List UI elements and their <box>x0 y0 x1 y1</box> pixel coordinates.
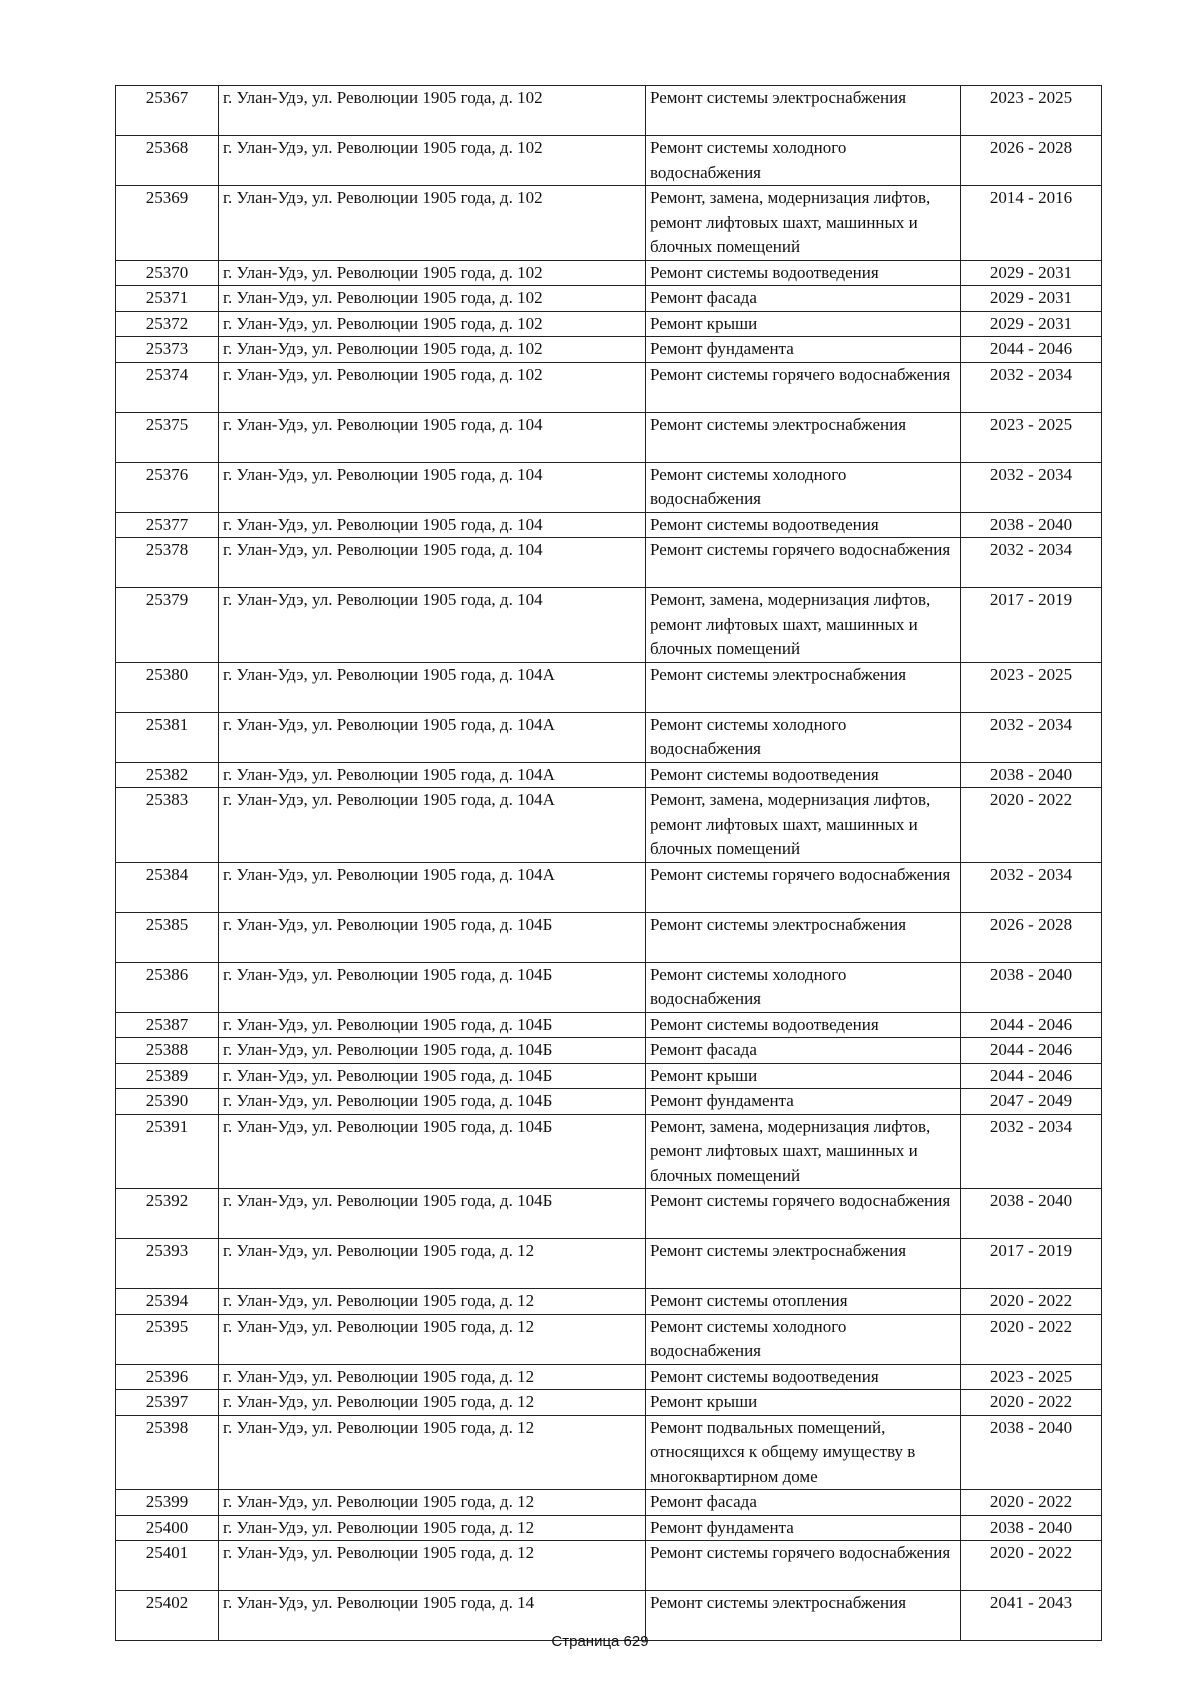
work-type-cell: Ремонт, замена, модернизация лифтов, ремонт лифтовых шахт, машинных и блочных помещений <box>646 788 961 863</box>
record-id-cell: 25388 <box>116 1038 219 1064</box>
period-cell: 2020 - 2022 <box>961 1289 1102 1315</box>
address-cell: г. Улан-Удэ, ул. Революции 1905 года, д. 14 <box>219 1591 646 1641</box>
table-row <box>116 362 1102 412</box>
address-cell: г. Улан-Удэ, ул. Революции 1905 года, д. 104А <box>219 788 646 863</box>
work-type-cell: Ремонт системы горячего водоснабжения <box>646 1541 961 1591</box>
address-cell: г. Улан-Удэ, ул. Революции 1905 года, д. 102 <box>219 337 646 363</box>
table-row <box>116 1063 1102 1089</box>
repair-schedule-table <box>115 85 1102 1641</box>
table-row <box>116 260 1102 286</box>
table-row <box>116 512 1102 538</box>
record-id-cell: 25386 <box>116 962 219 1012</box>
record-id-cell: 25376 <box>116 462 219 512</box>
period-cell: 2044 - 2046 <box>961 337 1102 363</box>
table-row <box>116 912 1102 962</box>
period-cell: 2038 - 2040 <box>961 1415 1102 1490</box>
table-row <box>116 788 1102 863</box>
address-cell: г. Улан-Удэ, ул. Революции 1905 года, д. 104 <box>219 538 646 588</box>
address-cell: г. Улан-Удэ, ул. Революции 1905 года, д. 104 <box>219 588 646 663</box>
table-row <box>116 1289 1102 1315</box>
record-id-cell: 25372 <box>116 311 219 337</box>
record-id-cell: 25383 <box>116 788 219 863</box>
record-id-cell: 25391 <box>116 1114 219 1189</box>
work-type-cell: Ремонт системы водоотведения <box>646 1012 961 1038</box>
period-cell: 2029 - 2031 <box>961 311 1102 337</box>
work-type-cell: Ремонт, замена, модернизация лифтов, ремонт лифтовых шахт, машинных и блочных помещений <box>646 186 961 261</box>
table-row <box>116 762 1102 788</box>
record-id-cell: 25371 <box>116 286 219 312</box>
table-row <box>116 311 1102 337</box>
table-body <box>116 86 1102 1641</box>
work-type-cell: Ремонт системы горячего водоснабжения <box>646 538 961 588</box>
period-cell: 2026 - 2028 <box>961 136 1102 186</box>
table-row <box>116 1314 1102 1364</box>
period-cell: 2020 - 2022 <box>961 1390 1102 1416</box>
period-cell: 2038 - 2040 <box>961 512 1102 538</box>
address-cell: г. Улан-Удэ, ул. Революции 1905 года, д. 12 <box>219 1239 646 1289</box>
table-row <box>116 712 1102 762</box>
address-cell: г. Улан-Удэ, ул. Революции 1905 года, д. 104Б <box>219 1063 646 1089</box>
record-id-cell: 25393 <box>116 1239 219 1289</box>
period-cell: 2020 - 2022 <box>961 1314 1102 1364</box>
address-cell: г. Улан-Удэ, ул. Революции 1905 года, д. 104 <box>219 512 646 538</box>
period-cell: 2017 - 2019 <box>961 1239 1102 1289</box>
table-row <box>116 186 1102 261</box>
record-id-cell: 25378 <box>116 538 219 588</box>
work-type-cell: Ремонт крыши <box>646 1390 961 1416</box>
address-cell: г. Улан-Удэ, ул. Революции 1905 года, д. 104Б <box>219 1189 646 1239</box>
period-cell: 2032 - 2034 <box>961 462 1102 512</box>
work-type-cell: Ремонт, замена, модернизация лифтов, ремонт лифтовых шахт, машинных и блочных помещений <box>646 588 961 663</box>
work-type-cell: Ремонт системы холодного водоснабжения <box>646 962 961 1012</box>
period-cell: 2044 - 2046 <box>961 1038 1102 1064</box>
period-cell: 2023 - 2025 <box>961 412 1102 462</box>
address-cell: г. Улан-Удэ, ул. Революции 1905 года, д. 104Б <box>219 962 646 1012</box>
address-cell: г. Улан-Удэ, ул. Революции 1905 года, д. 12 <box>219 1314 646 1364</box>
address-cell: г. Улан-Удэ, ул. Революции 1905 года, д. 104А <box>219 762 646 788</box>
table-row <box>116 862 1102 912</box>
record-id-cell: 25370 <box>116 260 219 286</box>
table-row <box>116 1189 1102 1239</box>
record-id-cell: 25397 <box>116 1390 219 1416</box>
work-type-cell: Ремонт системы электроснабжения <box>646 912 961 962</box>
work-type-cell: Ремонт крыши <box>646 1063 961 1089</box>
period-cell: 2023 - 2025 <box>961 1364 1102 1390</box>
address-cell: г. Улан-Удэ, ул. Революции 1905 года, д. 12 <box>219 1490 646 1516</box>
period-cell: 2038 - 2040 <box>961 1189 1102 1239</box>
table-row <box>116 1415 1102 1490</box>
table-row <box>116 1012 1102 1038</box>
work-type-cell: Ремонт системы водоотведения <box>646 1364 961 1390</box>
record-id-cell: 25392 <box>116 1189 219 1239</box>
table-row <box>116 1364 1102 1390</box>
period-cell: 2032 - 2034 <box>961 712 1102 762</box>
record-id-cell: 25402 <box>116 1591 219 1641</box>
period-cell: 2032 - 2034 <box>961 538 1102 588</box>
table-row <box>116 1515 1102 1541</box>
record-id-cell: 25367 <box>116 86 219 136</box>
table-row <box>116 86 1102 136</box>
record-id-cell: 25387 <box>116 1012 219 1038</box>
table-row <box>116 337 1102 363</box>
work-type-cell: Ремонт системы горячего водоснабжения <box>646 1189 961 1239</box>
work-type-cell: Ремонт системы водоотведения <box>646 512 961 538</box>
period-cell: 2029 - 2031 <box>961 286 1102 312</box>
record-id-cell: 25373 <box>116 337 219 363</box>
address-cell: г. Улан-Удэ, ул. Революции 1905 года, д. 12 <box>219 1415 646 1490</box>
period-cell: 2041 - 2043 <box>961 1591 1102 1641</box>
address-cell: г. Улан-Удэ, ул. Революции 1905 года, д. 102 <box>219 286 646 312</box>
work-type-cell: Ремонт системы горячего водоснабжения <box>646 862 961 912</box>
period-cell: 2014 - 2016 <box>961 186 1102 261</box>
record-id-cell: 25384 <box>116 862 219 912</box>
work-type-cell: Ремонт фасада <box>646 1038 961 1064</box>
address-cell: г. Улан-Удэ, ул. Революции 1905 года, д. 102 <box>219 311 646 337</box>
address-cell: г. Улан-Удэ, ул. Революции 1905 года, д. 104А <box>219 662 646 712</box>
work-type-cell: Ремонт крыши <box>646 311 961 337</box>
work-type-cell: Ремонт, замена, модернизация лифтов, ремонт лифтовых шахт, машинных и блочных помещений <box>646 1114 961 1189</box>
record-id-cell: 25399 <box>116 1490 219 1516</box>
address-cell: г. Улан-Удэ, ул. Революции 1905 года, д. 12 <box>219 1364 646 1390</box>
work-type-cell: Ремонт фасада <box>646 286 961 312</box>
period-cell: 2020 - 2022 <box>961 1541 1102 1591</box>
record-id-cell: 25385 <box>116 912 219 962</box>
address-cell: г. Улан-Удэ, ул. Революции 1905 года, д. 102 <box>219 136 646 186</box>
record-id-cell: 25396 <box>116 1364 219 1390</box>
address-cell: г. Улан-Удэ, ул. Революции 1905 года, д. 12 <box>219 1541 646 1591</box>
period-cell: 2044 - 2046 <box>961 1012 1102 1038</box>
work-type-cell: Ремонт фундамента <box>646 1089 961 1115</box>
address-cell: г. Улан-Удэ, ул. Революции 1905 года, д. 104А <box>219 862 646 912</box>
address-cell: г. Улан-Удэ, ул. Революции 1905 года, д. 104А <box>219 712 646 762</box>
record-id-cell: 25382 <box>116 762 219 788</box>
address-cell: г. Улан-Удэ, ул. Революции 1905 года, д. 102 <box>219 260 646 286</box>
work-type-cell: Ремонт системы электроснабжения <box>646 86 961 136</box>
address-cell: г. Улан-Удэ, ул. Революции 1905 года, д. 102 <box>219 362 646 412</box>
record-id-cell: 25398 <box>116 1415 219 1490</box>
address-cell: г. Улан-Удэ, ул. Революции 1905 года, д. 104Б <box>219 912 646 962</box>
table-row <box>116 1390 1102 1416</box>
address-cell: г. Улан-Удэ, ул. Революции 1905 года, д. 104Б <box>219 1114 646 1189</box>
record-id-cell: 25380 <box>116 662 219 712</box>
table-row <box>116 1490 1102 1516</box>
record-id-cell: 25394 <box>116 1289 219 1315</box>
address-cell: г. Улан-Удэ, ул. Революции 1905 года, д. 104 <box>219 462 646 512</box>
period-cell: 2023 - 2025 <box>961 86 1102 136</box>
record-id-cell: 25375 <box>116 412 219 462</box>
work-type-cell: Ремонт системы водоотведения <box>646 762 961 788</box>
work-type-cell: Ремонт фасада <box>646 1490 961 1516</box>
address-cell: г. Улан-Удэ, ул. Революции 1905 года, д. 104Б <box>219 1038 646 1064</box>
address-cell: г. Улан-Удэ, ул. Революции 1905 года, д. 104Б <box>219 1089 646 1115</box>
work-type-cell: Ремонт фундамента <box>646 1515 961 1541</box>
table-row <box>116 1114 1102 1189</box>
record-id-cell: 25377 <box>116 512 219 538</box>
work-type-cell: Ремонт системы горячего водоснабжения <box>646 362 961 412</box>
work-type-cell: Ремонт системы холодного водоснабжения <box>646 1314 961 1364</box>
period-cell: 2032 - 2034 <box>961 1114 1102 1189</box>
address-cell: г. Улан-Удэ, ул. Революции 1905 года, д. 102 <box>219 86 646 136</box>
table-row <box>116 136 1102 186</box>
table-row <box>116 462 1102 512</box>
period-cell: 2029 - 2031 <box>961 260 1102 286</box>
record-id-cell: 25389 <box>116 1063 219 1089</box>
record-id-cell: 25390 <box>116 1089 219 1115</box>
record-id-cell: 25374 <box>116 362 219 412</box>
period-cell: 2047 - 2049 <box>961 1089 1102 1115</box>
record-id-cell: 25369 <box>116 186 219 261</box>
table-row <box>116 1038 1102 1064</box>
record-id-cell: 25400 <box>116 1515 219 1541</box>
period-cell: 2038 - 2040 <box>961 1515 1102 1541</box>
table-row <box>116 1089 1102 1115</box>
address-cell: г. Улан-Удэ, ул. Революции 1905 года, д. 12 <box>219 1515 646 1541</box>
period-cell: 2020 - 2022 <box>961 788 1102 863</box>
period-cell: 2038 - 2040 <box>961 762 1102 788</box>
table-row <box>116 962 1102 1012</box>
address-cell: г. Улан-Удэ, ул. Революции 1905 года, д. 12 <box>219 1390 646 1416</box>
address-cell: г. Улан-Удэ, ул. Революции 1905 года, д. 104 <box>219 412 646 462</box>
work-type-cell: Ремонт системы отопления <box>646 1289 961 1315</box>
table-row <box>116 412 1102 462</box>
table-row <box>116 1541 1102 1591</box>
address-cell: г. Улан-Удэ, ул. Революции 1905 года, д. 102 <box>219 186 646 261</box>
period-cell: 2032 - 2034 <box>961 362 1102 412</box>
record-id-cell: 25401 <box>116 1541 219 1591</box>
record-id-cell: 25395 <box>116 1314 219 1364</box>
period-cell: 2026 - 2028 <box>961 912 1102 962</box>
record-id-cell: 25379 <box>116 588 219 663</box>
work-type-cell: Ремонт системы водоотведения <box>646 260 961 286</box>
work-type-cell: Ремонт системы холодного водоснабжения <box>646 136 961 186</box>
work-type-cell: Ремонт фундамента <box>646 337 961 363</box>
work-type-cell: Ремонт системы холодного водоснабжения <box>646 462 961 512</box>
table-row <box>116 286 1102 312</box>
period-cell: 2044 - 2046 <box>961 1063 1102 1089</box>
work-type-cell: Ремонт подвальных помещений, относящихся к общему имуществу в многоквартирном доме <box>646 1415 961 1490</box>
period-cell: 2020 - 2022 <box>961 1490 1102 1516</box>
period-cell: 2023 - 2025 <box>961 662 1102 712</box>
work-type-cell: Ремонт системы электроснабжения <box>646 662 961 712</box>
work-type-cell: Ремонт системы холодного водоснабжения <box>646 712 961 762</box>
period-cell: 2017 - 2019 <box>961 588 1102 663</box>
address-cell: г. Улан-Удэ, ул. Революции 1905 года, д. 12 <box>219 1289 646 1315</box>
table-row <box>116 662 1102 712</box>
table-row <box>116 1239 1102 1289</box>
table-row <box>116 588 1102 663</box>
work-type-cell: Ремонт системы электроснабжения <box>646 1591 961 1641</box>
record-id-cell: 25368 <box>116 136 219 186</box>
table-row <box>116 538 1102 588</box>
record-id-cell: 25381 <box>116 712 219 762</box>
period-cell: 2038 - 2040 <box>961 962 1102 1012</box>
page-number: Страница 629 <box>551 1633 649 1650</box>
work-type-cell: Ремонт системы электроснабжения <box>646 412 961 462</box>
period-cell: 2032 - 2034 <box>961 862 1102 912</box>
work-type-cell: Ремонт системы электроснабжения <box>646 1239 961 1289</box>
address-cell: г. Улан-Удэ, ул. Революции 1905 года, д. 104Б <box>219 1012 646 1038</box>
